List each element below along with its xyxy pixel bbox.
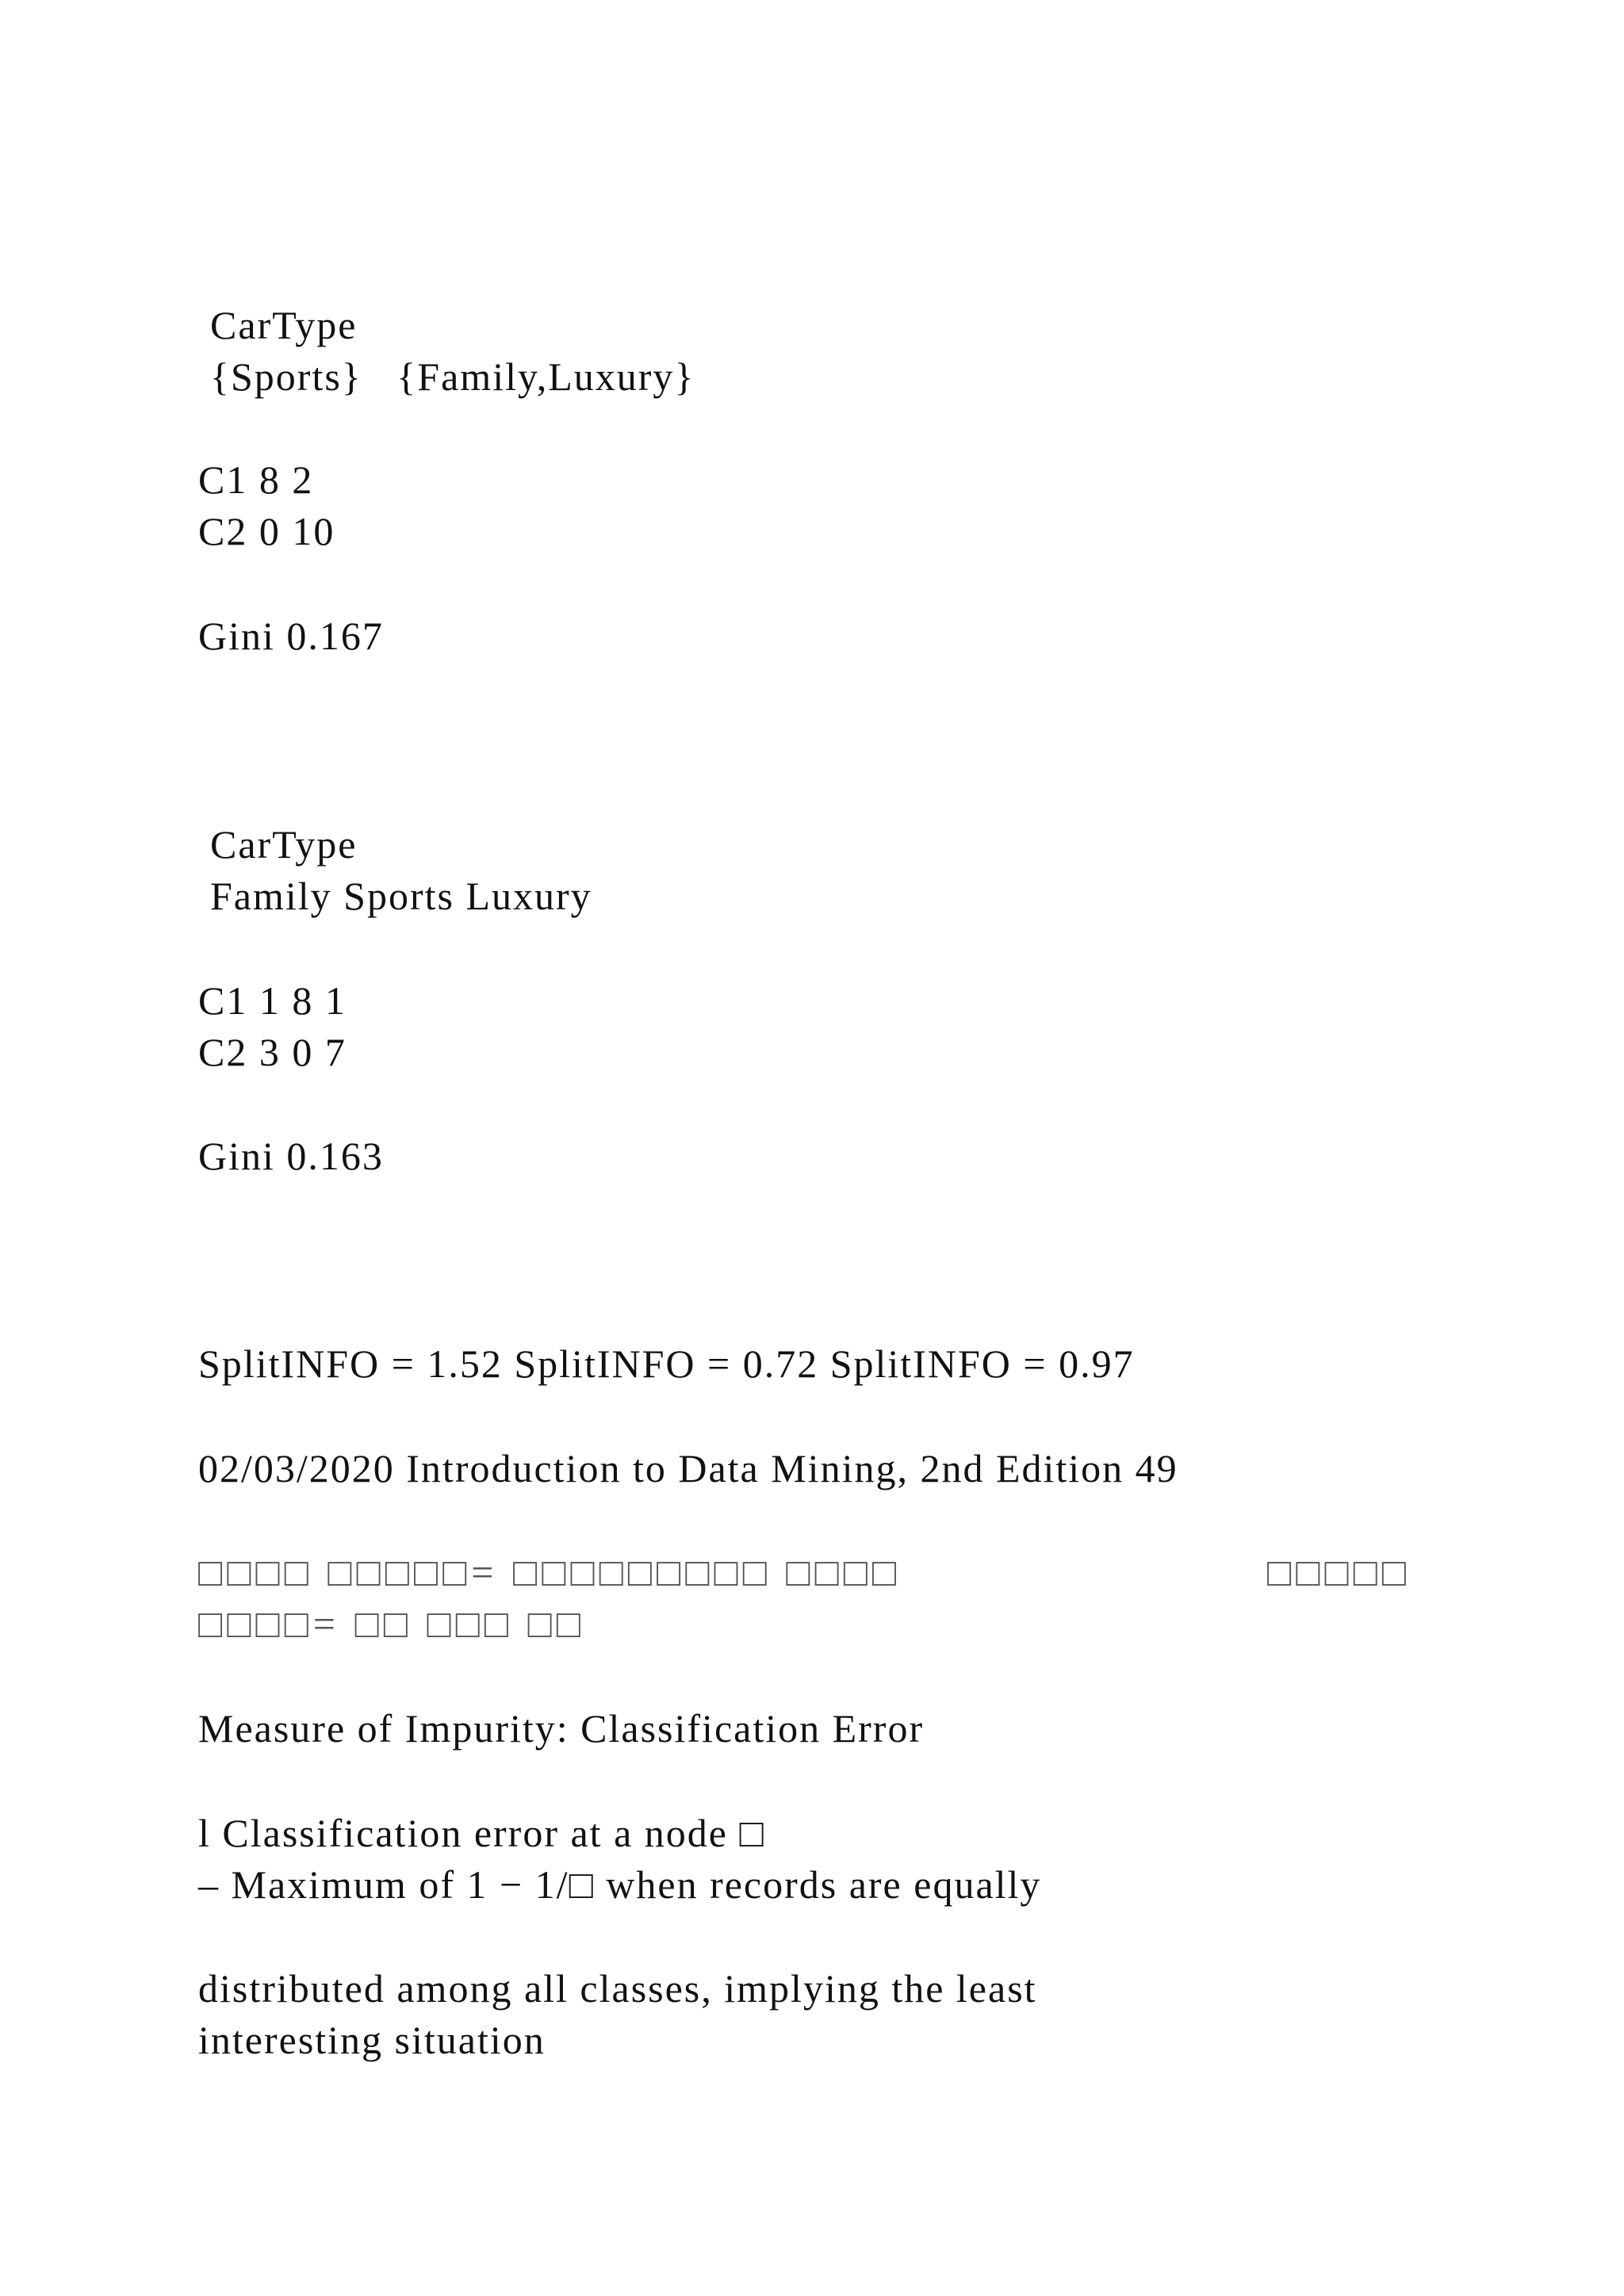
block1-title: CarType [210,303,358,347]
splitinfo-line: SplitINFO = 1.52 SplitINFO = 0.72 SplitINFO = 0.97 [198,1341,1135,1386]
block2-header: Family Sports Luxury [210,874,592,918]
block2-title: CarType [210,822,358,867]
section-heading: Measure of Impurity: Classification Error [198,1706,925,1751]
formula-line1-left: □□□□ □□□□□= □□□□□□□□□ □□□□ [198,1550,902,1594]
formula-line1-right: □□□□□ [1267,1550,1411,1594]
block1-row-c1: C1 8 2 [198,457,314,502]
slide-footer: 02/03/2020 Introduction to Data Mining, 2nd Edition 49 [198,1446,1178,1490]
block2-row-c2: C2 3 0 7 [198,1030,347,1074]
sub-bullet-item: – Maximum of 1 − 1/□ when records are equally [198,1862,1042,1907]
paragraph-line-2: interesting situation [198,2018,546,2062]
formula-line2: □□□□= □□ □□□ □□ [198,1601,585,1646]
block1-gini: Gini 0.167 [198,614,384,658]
paragraph-line-1: distributed among all classes, implying the least [198,1966,1037,2011]
bullet-item: l Classification error at a node □ [198,1811,765,1855]
block1-header: {Sports} {Family,Luxury} [210,354,695,399]
block1-row-c2: C2 0 10 [198,509,335,553]
block2-row-c1: C1 1 8 1 [198,978,347,1023]
block2-gini: Gini 0.163 [198,1134,384,1178]
